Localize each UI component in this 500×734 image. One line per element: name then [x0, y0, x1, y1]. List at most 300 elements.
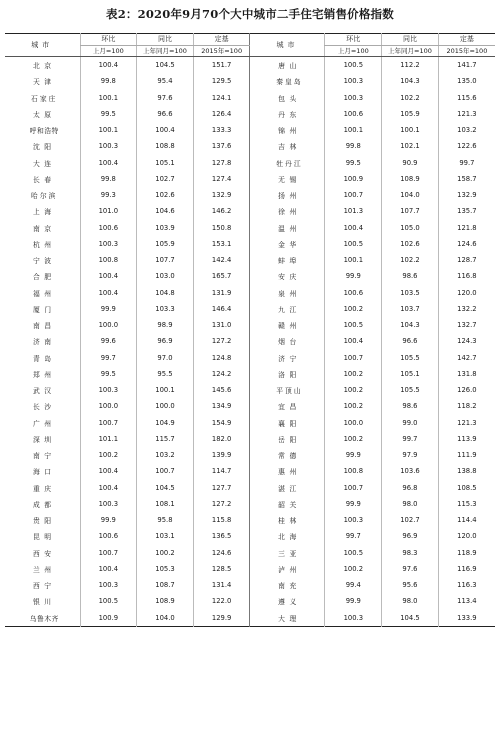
table-row: [5, 480, 495, 496]
yoy-value-right: 98.0: [382, 593, 439, 609]
base-value-left: 131.9: [193, 285, 250, 301]
mom-value-right: 99.7: [325, 528, 382, 544]
table-row: [5, 317, 495, 333]
table-row: [5, 187, 495, 203]
mom-value-right: 100.2: [325, 398, 382, 414]
mom-value-left: 100.2: [80, 447, 137, 463]
price-index-table: [5, 33, 495, 627]
mom-value-left: 100.3: [80, 236, 137, 252]
city-name-left: 厦门: [32, 305, 56, 314]
yoy-value-right: 96.6: [382, 333, 439, 349]
city-header-left: 城市: [5, 34, 80, 57]
yoy-value-left: 115.7: [137, 431, 194, 447]
mom-value-left: 99.6: [80, 333, 137, 349]
city-name-left: 深圳: [32, 435, 56, 444]
mom-value-left: 100.5: [80, 593, 137, 609]
mom-value-right: 100.3: [325, 90, 382, 106]
city-name-right: 金华: [250, 236, 325, 252]
table-row: [5, 512, 495, 528]
mom-value-left: 100.4: [80, 268, 137, 284]
mom-value-right: 100.5: [325, 57, 382, 74]
city-name-right: 北海: [250, 528, 325, 544]
yoy-value-left: 103.3: [137, 301, 194, 317]
base-value-left: 122.0: [193, 593, 250, 609]
table-row: [5, 138, 495, 154]
base-value-right: 111.9: [438, 447, 495, 463]
base-value-right: 99.7: [438, 155, 495, 171]
mom-value-left: 100.9: [80, 610, 137, 627]
table-row: [5, 155, 495, 171]
mom-value-left: 101.0: [80, 203, 137, 219]
table-row: [5, 350, 495, 366]
table-row: [5, 203, 495, 219]
mom-header-right: 环比: [325, 34, 382, 46]
mom-value-right: 99.8: [325, 138, 382, 154]
city-name-left: 上海: [32, 208, 56, 217]
mom-value-right: 101.3: [325, 203, 382, 219]
base-value-left: 146.2: [193, 203, 250, 219]
yoy-value-right: 98.0: [382, 496, 439, 512]
city-name-left: 大连: [32, 159, 56, 168]
table-row: [5, 252, 495, 268]
city-name-left: 天津: [32, 78, 56, 87]
yoy-subheader-left: 上年同月=100: [137, 46, 194, 57]
yoy-value-left: 102.6: [137, 187, 194, 203]
city-name-right: 平顶山: [250, 382, 325, 398]
table-row: [5, 398, 495, 414]
base-value-right: 135.0: [438, 73, 495, 89]
yoy-value-left: 104.6: [137, 203, 194, 219]
yoy-value-left: 103.2: [137, 447, 194, 463]
yoy-value-left: 102.7: [137, 171, 194, 187]
base-value-right: 121.3: [438, 106, 495, 122]
base-value-left: 131.4: [193, 577, 250, 593]
yoy-value-left: 100.1: [137, 382, 194, 398]
mom-value-right: 100.7: [325, 350, 382, 366]
city-name-right: 泉州: [250, 285, 325, 301]
table-row: [5, 561, 495, 577]
mom-value-left: 100.4: [80, 155, 137, 171]
yoy-value-left: 98.9: [137, 317, 194, 333]
mom-value-left: 100.0: [80, 398, 137, 414]
yoy-value-right: 104.3: [382, 317, 439, 333]
yoy-value-right: 96.9: [382, 528, 439, 544]
mom-value-right: 100.1: [325, 252, 382, 268]
mom-value-right: 100.1: [325, 122, 382, 138]
table-row: [5, 171, 495, 187]
mom-value-left: 100.7: [80, 415, 137, 431]
base-value-left: 124.1: [193, 90, 250, 106]
city-name-right: 宜昌: [250, 398, 325, 414]
table-row: [5, 106, 495, 122]
mom-value-left: 99.9: [80, 512, 137, 528]
mom-value-right: 100.8: [325, 463, 382, 479]
city-name-left: 西安: [32, 549, 56, 558]
base-value-right: 121.3: [438, 415, 495, 431]
table-row: [5, 268, 495, 284]
city-name-right: 唐山: [250, 57, 325, 74]
base-value-right: 132.7: [438, 317, 495, 333]
city-header-right: 城市: [250, 34, 325, 57]
yoy-value-left: 107.7: [137, 252, 194, 268]
mom-value-left: 99.7: [80, 350, 137, 366]
city-name-left: 南宁: [32, 452, 56, 461]
yoy-value-right: 90.9: [382, 155, 439, 171]
base-subheader-right: 2015年=100: [438, 46, 495, 57]
yoy-value-right: 104.3: [382, 73, 439, 89]
city-name-left: 福州: [32, 289, 56, 298]
yoy-value-left: 103.9: [137, 220, 194, 236]
base-value-left: 124.8: [193, 350, 250, 366]
city-name-right: 三亚: [250, 545, 325, 561]
mom-value-right: 100.5: [325, 545, 382, 561]
table-title: 表2：2020年9月70个大中城市二手住宅销售价格指数: [106, 7, 394, 21]
city-name-left: 宁波: [32, 257, 56, 266]
base-value-left: 182.0: [193, 431, 250, 447]
base-value-right: 128.7: [438, 252, 495, 268]
yoy-value-left: 104.9: [137, 415, 194, 431]
yoy-value-left: 105.1: [137, 155, 194, 171]
base-value-right: 133.9: [438, 610, 495, 627]
yoy-value-right: 105.5: [382, 350, 439, 366]
base-value-left: 154.9: [193, 415, 250, 431]
mom-subheader-right: 上月=100: [325, 46, 382, 57]
base-header-right: 定基: [438, 34, 495, 46]
yoy-value-left: 105.3: [137, 561, 194, 577]
base-value-left: 137.6: [193, 138, 250, 154]
city-name-right: 温州: [250, 220, 325, 236]
base-value-right: 135.7: [438, 203, 495, 219]
city-name-left: 重庆: [32, 484, 56, 493]
table-row: [5, 73, 495, 89]
table-row: [5, 431, 495, 447]
mom-value-right: 100.3: [325, 73, 382, 89]
base-value-left: 126.4: [193, 106, 250, 122]
city-name-left: 西宁: [32, 582, 56, 591]
base-value-right: 115.3: [438, 496, 495, 512]
base-value-right: 113.4: [438, 593, 495, 609]
yoy-value-right: 104.5: [382, 610, 439, 627]
mom-value-left: 100.0: [80, 317, 137, 333]
city-name-left: 沈阳: [32, 143, 56, 152]
base-value-right: 115.6: [438, 90, 495, 106]
base-value-right: 120.0: [438, 528, 495, 544]
base-value-left: 136.5: [193, 528, 250, 544]
base-value-left: 114.7: [193, 463, 250, 479]
base-value-left: 128.5: [193, 561, 250, 577]
mom-value-left: 100.8: [80, 252, 137, 268]
city-name-right: 遵义: [250, 593, 325, 609]
city-name-right: 吉林: [250, 138, 325, 154]
base-value-left: 151.7: [193, 57, 250, 74]
city-name-left: 昆明: [32, 533, 56, 542]
yoy-value-right: 102.1: [382, 138, 439, 154]
city-name-right: 泸州: [250, 561, 325, 577]
table-header: [5, 34, 495, 57]
mom-value-left: 99.8: [80, 171, 137, 187]
mom-value-right: 100.2: [325, 561, 382, 577]
city-name-right: 牡丹江: [250, 155, 325, 171]
base-value-left: 124.6: [193, 545, 250, 561]
table-row: [5, 285, 495, 301]
base-value-right: 132.2: [438, 301, 495, 317]
mom-value-right: 100.2: [325, 366, 382, 382]
yoy-value-left: 108.8: [137, 138, 194, 154]
base-value-right: 141.7: [438, 57, 495, 74]
city-name-right: 无锡: [250, 171, 325, 187]
yoy-value-right: 96.8: [382, 480, 439, 496]
mom-value-right: 100.3: [325, 512, 382, 528]
table-row: [5, 447, 495, 463]
city-name-left: 哈尔滨: [31, 192, 58, 201]
table-row: [5, 545, 495, 561]
base-value-left: 127.2: [193, 333, 250, 349]
yoy-value-right: 97.6: [382, 561, 439, 577]
city-name-right: 济宁: [250, 350, 325, 366]
base-value-right: 113.9: [438, 431, 495, 447]
mom-value-left: 100.3: [80, 577, 137, 593]
city-name-left: 太原: [32, 110, 56, 119]
base-value-right: 124.3: [438, 333, 495, 349]
yoy-value-left: 95.5: [137, 366, 194, 382]
mom-value-right: 99.9: [325, 447, 382, 463]
yoy-value-left: 96.6: [137, 106, 194, 122]
yoy-value-left: 97.6: [137, 90, 194, 106]
mom-value-right: 99.9: [325, 593, 382, 609]
table-row: [5, 57, 495, 74]
mom-value-right: 100.4: [325, 220, 382, 236]
base-value-right: 131.8: [438, 366, 495, 382]
city-name-left: 合肥: [32, 273, 56, 282]
city-name-right: 安庆: [250, 268, 325, 284]
yoy-value-right: 105.1: [382, 366, 439, 382]
mom-value-right: 100.6: [325, 285, 382, 301]
city-name-right: 洛阳: [250, 366, 325, 382]
mom-value-left: 100.3: [80, 138, 137, 154]
mom-value-right: 100.0: [325, 415, 382, 431]
base-value-right: 118.9: [438, 545, 495, 561]
base-value-right: 114.4: [438, 512, 495, 528]
mom-value-left: 99.3: [80, 187, 137, 203]
yoy-value-left: 103.1: [137, 528, 194, 544]
yoy-value-left: 104.8: [137, 285, 194, 301]
base-value-left: 139.9: [193, 447, 250, 463]
city-name-right: 丹东: [250, 106, 325, 122]
mom-value-left: 99.9: [80, 301, 137, 317]
yoy-value-right: 103.7: [382, 301, 439, 317]
yoy-value-left: 103.0: [137, 268, 194, 284]
yoy-value-left: 96.9: [137, 333, 194, 349]
table-row: [5, 496, 495, 512]
base-value-left: 127.2: [193, 496, 250, 512]
yoy-value-right: 107.7: [382, 203, 439, 219]
yoy-value-left: 104.0: [137, 610, 194, 627]
city-name-right: 襄阳: [250, 415, 325, 431]
city-name-right: 惠州: [250, 463, 325, 479]
city-name-right: 秦皇岛: [250, 73, 325, 89]
yoy-value-left: 108.7: [137, 577, 194, 593]
city-name-right: 九江: [250, 301, 325, 317]
base-value-left: 133.3: [193, 122, 250, 138]
base-value-left: 150.8: [193, 220, 250, 236]
base-value-right: 120.0: [438, 285, 495, 301]
city-name-left: 济南: [32, 338, 56, 347]
yoy-value-left: 105.9: [137, 236, 194, 252]
yoy-value-right: 97.9: [382, 447, 439, 463]
city-name-left: 北京: [32, 62, 56, 71]
table-row: [5, 220, 495, 236]
city-name-right: 岳阳: [250, 431, 325, 447]
mom-value-right: 100.2: [325, 301, 382, 317]
base-value-right: 121.8: [438, 220, 495, 236]
base-value-left: 129.9: [193, 610, 250, 627]
city-name-left: 武汉: [32, 387, 56, 396]
mom-value-right: 99.4: [325, 577, 382, 593]
table-row: [5, 463, 495, 479]
yoy-value-right: 112.2: [382, 57, 439, 74]
yoy-value-right: 108.9: [382, 171, 439, 187]
yoy-value-right: 98.3: [382, 545, 439, 561]
table-row: [5, 577, 495, 593]
table-body: [5, 57, 495, 627]
base-value-right: 118.2: [438, 398, 495, 414]
city-name-left: 兰州: [32, 565, 56, 574]
base-value-right: 103.2: [438, 122, 495, 138]
mom-value-right: 100.9: [325, 171, 382, 187]
yoy-header-right: 同比: [382, 34, 439, 46]
base-value-left: 127.8: [193, 155, 250, 171]
base-value-left: 127.4: [193, 171, 250, 187]
mom-value-left: 100.6: [80, 220, 137, 236]
base-value-left: 127.7: [193, 480, 250, 496]
mom-value-left: 100.3: [80, 382, 137, 398]
city-name-right: 常德: [250, 447, 325, 463]
base-value-left: 145.6: [193, 382, 250, 398]
yoy-value-right: 105.9: [382, 106, 439, 122]
mom-value-left: 100.4: [80, 285, 137, 301]
mom-value-left: 100.1: [80, 122, 137, 138]
yoy-value-right: 102.2: [382, 90, 439, 106]
table-row: [5, 382, 495, 398]
yoy-value-right: 104.0: [382, 187, 439, 203]
table-row: [5, 236, 495, 252]
yoy-value-right: 105.0: [382, 220, 439, 236]
city-name-left: 银川: [32, 598, 56, 607]
base-value-right: 126.0: [438, 382, 495, 398]
city-name-right: 徐州: [250, 203, 325, 219]
city-name-right: 锦州: [250, 122, 325, 138]
base-value-left: 134.9: [193, 398, 250, 414]
city-name-left: 成都: [32, 500, 56, 509]
base-value-right: 142.7: [438, 350, 495, 366]
base-value-right: 158.7: [438, 171, 495, 187]
yoy-value-left: 104.5: [137, 57, 194, 74]
yoy-value-left: 104.5: [137, 480, 194, 496]
mom-value-left: 100.6: [80, 528, 137, 544]
yoy-subheader-right: 上年同月=100: [382, 46, 439, 57]
mom-value-left: 100.7: [80, 545, 137, 561]
mom-header-left: 环比: [80, 34, 137, 46]
base-value-left: 131.0: [193, 317, 250, 333]
table-row: [5, 333, 495, 349]
yoy-value-right: 99.7: [382, 431, 439, 447]
city-name-left: 海口: [32, 468, 56, 477]
yoy-value-left: 108.1: [137, 496, 194, 512]
table-row: [5, 366, 495, 382]
mom-value-right: 99.9: [325, 268, 382, 284]
mom-value-left: 99.5: [80, 106, 137, 122]
mom-value-right: 100.7: [325, 480, 382, 496]
base-value-left: 153.1: [193, 236, 250, 252]
mom-value-left: 100.4: [80, 480, 137, 496]
yoy-value-right: 102.7: [382, 512, 439, 528]
table-row: [5, 301, 495, 317]
yoy-value-left: 95.4: [137, 73, 194, 89]
mom-value-left: 100.1: [80, 90, 137, 106]
base-value-right: 116.8: [438, 268, 495, 284]
yoy-value-left: 97.0: [137, 350, 194, 366]
city-name-left: 呼和浩特: [29, 127, 59, 136]
mom-value-left: 100.4: [80, 561, 137, 577]
yoy-value-right: 105.5: [382, 382, 439, 398]
yoy-value-right: 102.2: [382, 252, 439, 268]
mom-value-right: 100.7: [325, 187, 382, 203]
city-name-right: 包头: [250, 90, 325, 106]
base-value-right: 122.6: [438, 138, 495, 154]
city-name-left: 石家庄: [31, 94, 58, 103]
yoy-value-left: 100.7: [137, 463, 194, 479]
mom-value-right: 99.9: [325, 496, 382, 512]
mom-value-right: 100.2: [325, 431, 382, 447]
base-value-left: 142.4: [193, 252, 250, 268]
yoy-value-right: 99.0: [382, 415, 439, 431]
city-name-left: 广州: [32, 419, 56, 428]
mom-value-right: 100.5: [325, 236, 382, 252]
yoy-value-right: 103.6: [382, 463, 439, 479]
yoy-value-left: 100.2: [137, 545, 194, 561]
city-name-left: 长沙: [32, 403, 56, 412]
base-value-left: 124.2: [193, 366, 250, 382]
base-value-right: 116.3: [438, 577, 495, 593]
yoy-header-left: 同比: [137, 34, 194, 46]
city-name-left: 青岛: [32, 354, 56, 363]
table-row: [5, 122, 495, 138]
yoy-value-left: 100.0: [137, 398, 194, 414]
mom-value-left: 100.4: [80, 57, 137, 74]
city-name-right: 南充: [250, 577, 325, 593]
base-header-left: 定基: [193, 34, 250, 46]
city-name-right: 赣州: [250, 317, 325, 333]
base-value-left: 115.8: [193, 512, 250, 528]
mom-subheader-left: 上月=100: [80, 46, 137, 57]
table-row: [5, 528, 495, 544]
table-row: [5, 593, 495, 609]
table-row: [5, 610, 495, 627]
table-row: [5, 90, 495, 106]
base-value-right: 138.8: [438, 463, 495, 479]
city-name-left: 南昌: [32, 322, 56, 331]
base-value-left: 132.9: [193, 187, 250, 203]
yoy-value-right: 98.6: [382, 268, 439, 284]
city-name-right: 桂林: [250, 512, 325, 528]
base-value-right: 108.5: [438, 480, 495, 496]
city-name-right: 扬州: [250, 187, 325, 203]
city-name-right: 烟台: [250, 333, 325, 349]
yoy-value-left: 108.9: [137, 593, 194, 609]
city-name-left: 杭州: [32, 240, 56, 249]
mom-value-right: 100.4: [325, 333, 382, 349]
base-value-right: 132.9: [438, 187, 495, 203]
